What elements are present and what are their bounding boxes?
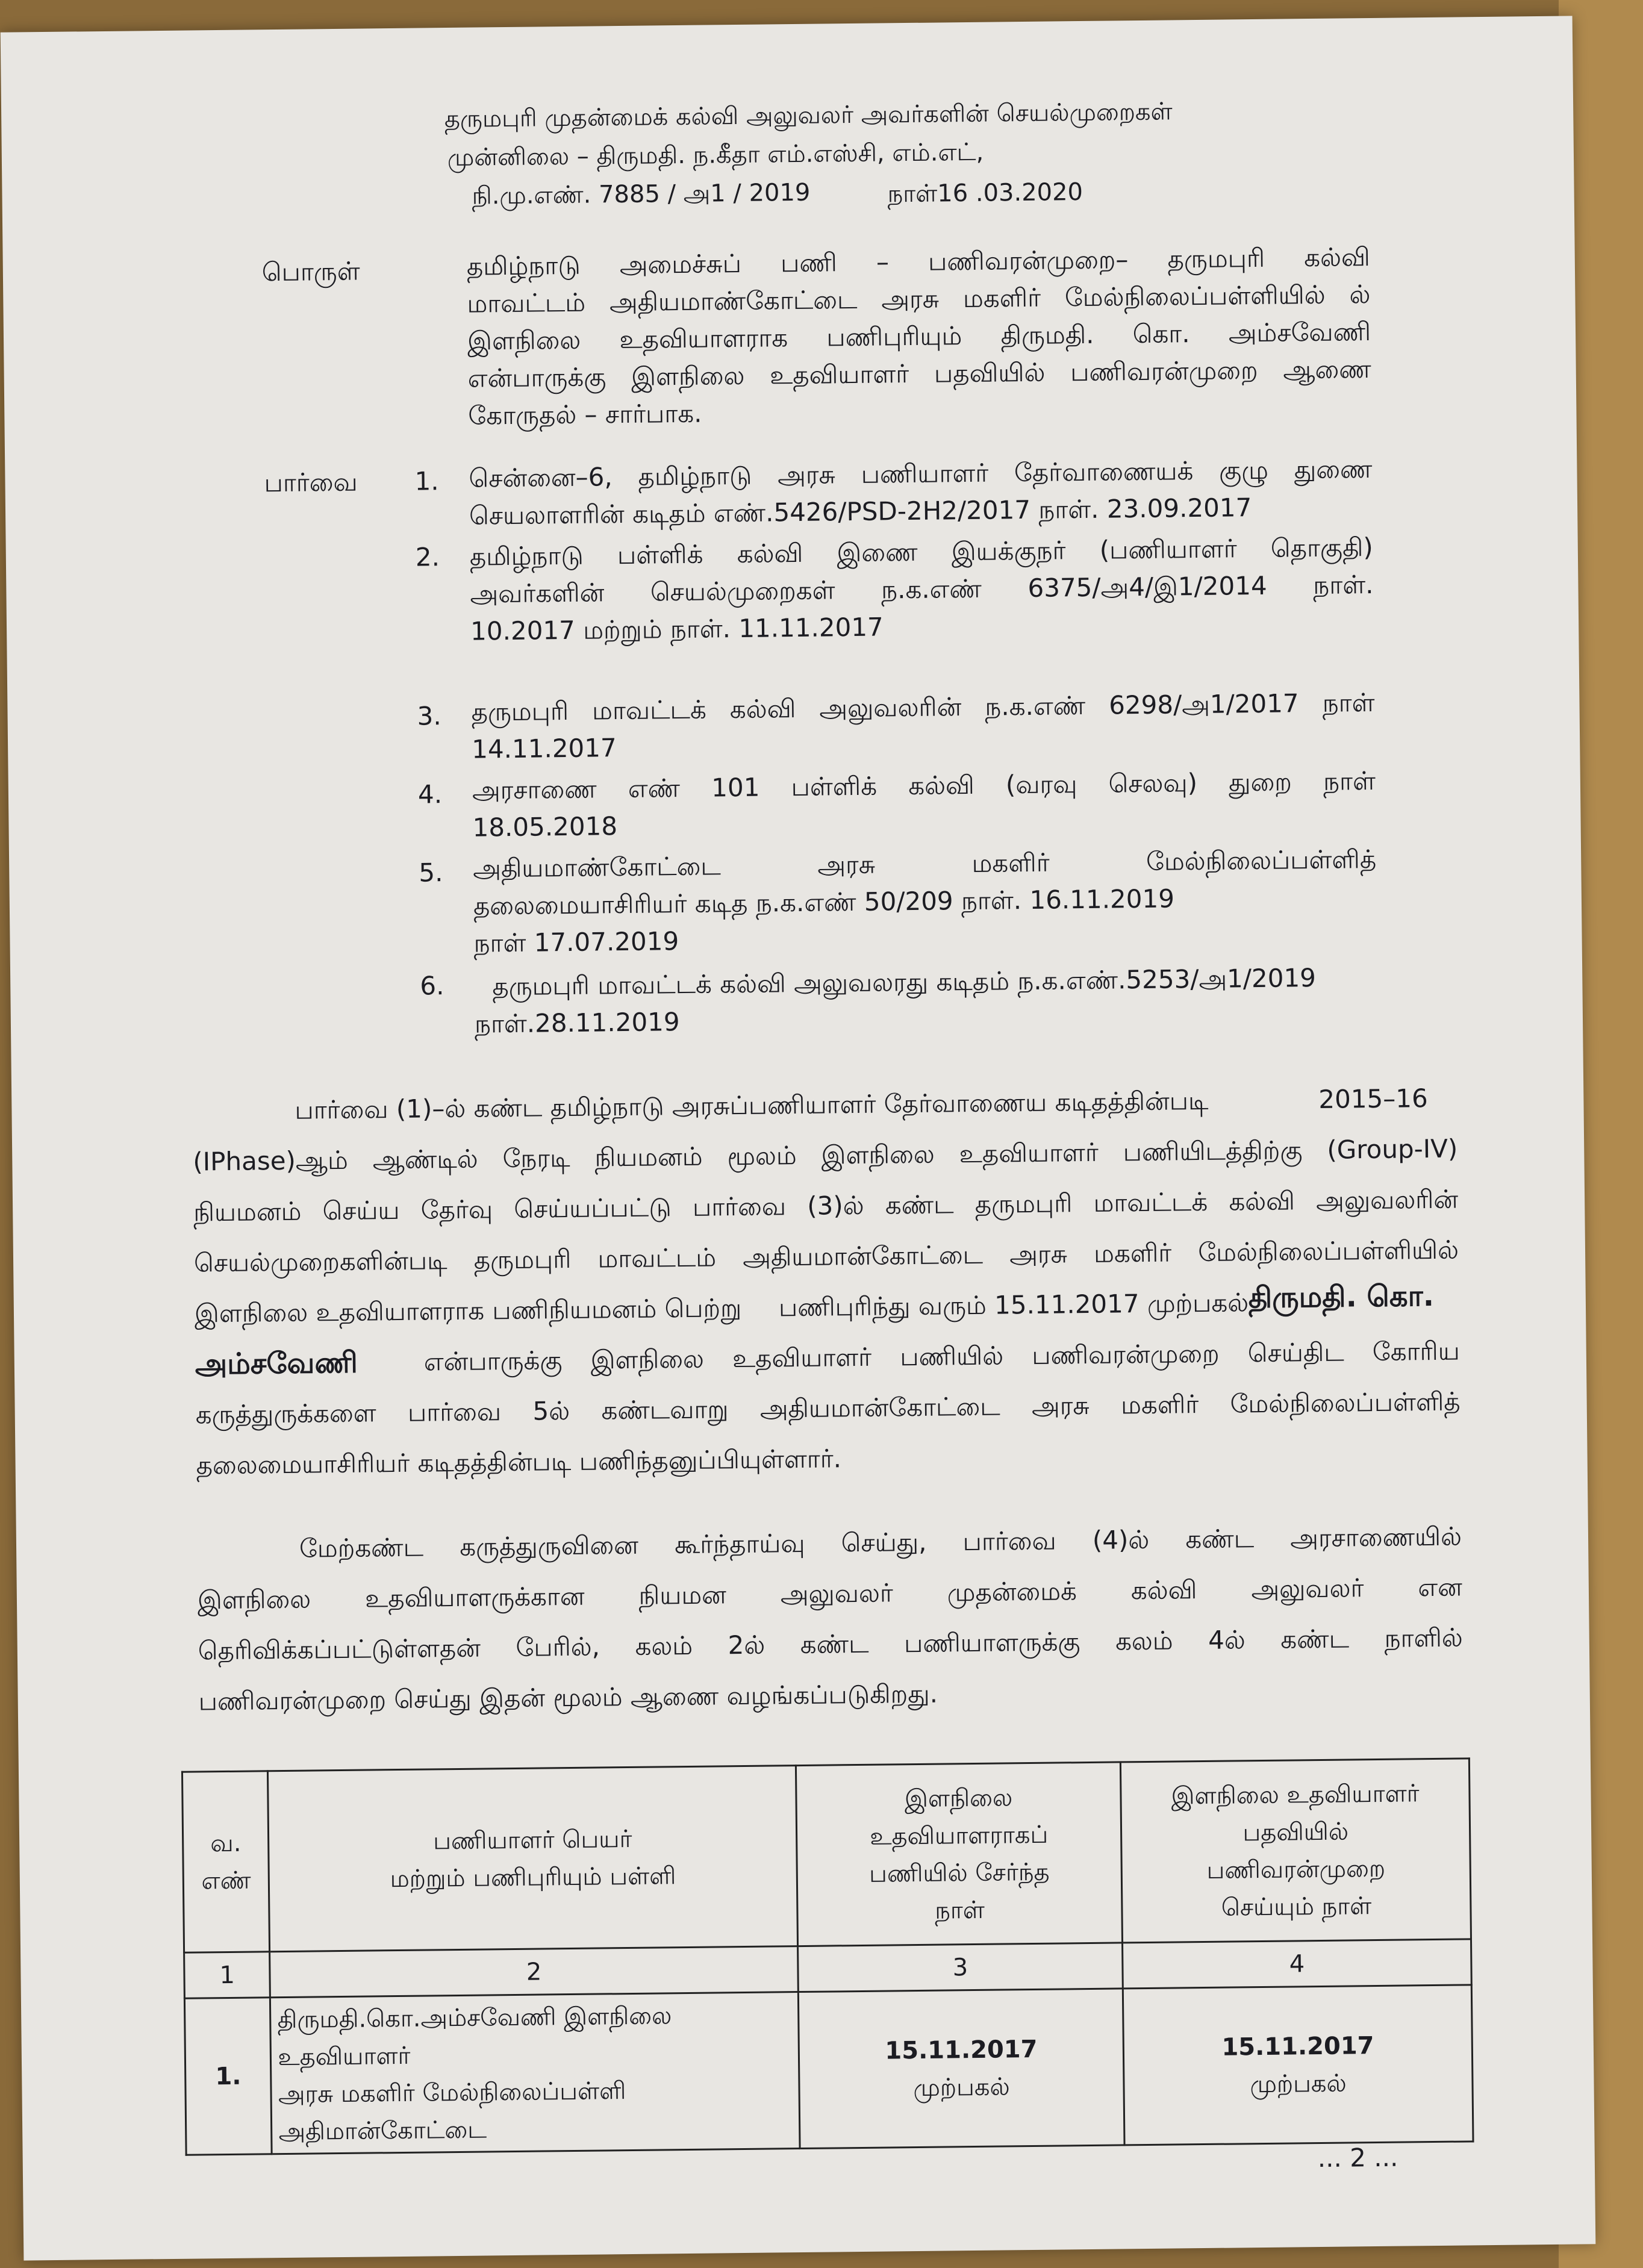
reference-line: தமிழ்நாடு பள்ளிக் கல்வி இணை இயக்குநர் (பணியாளர் தொகுதி) bbox=[469, 532, 1374, 572]
employee-title: திருமதி. கொ. bbox=[1248, 1279, 1435, 1315]
body-paragraph-1-line: செயல்முறைகளின்படி தருமபுரி மாவட்டம் அதியமான்கோட்டை அரசு மகளிர் மேல்நிலைப்பள்ளியில் bbox=[193, 1235, 1459, 1278]
header-join-date: இளநிலை உதவியாளராகப் பணியில் சேர்ந்த நாள் bbox=[796, 1762, 1122, 1946]
subject-line: இளநிலை உதவியாளராக பணிபுரியும் திருமதி. கொ. அம்சவேணி bbox=[467, 316, 1371, 356]
reference-line: தலைமையாசிரியர் கடித ந.க.எண் 50/209 நாள். 16.11.2019 bbox=[473, 883, 1175, 921]
service-start: பணிபுரிந்து வரும் 15.11.2017 முற்பகல் bbox=[778, 1288, 1249, 1322]
year-range: 2015–16 bbox=[1318, 1083, 1428, 1114]
body-paragraph-1-line: தலைமையாசிரியர் கடிதத்தின்படி பணிந்தனுப்பியுள்ளார். bbox=[196, 1444, 842, 1480]
reference-line: 10.2017 மற்றும் நாள். 11.11.2017 bbox=[470, 612, 884, 646]
column-number: 1 bbox=[184, 1952, 270, 1998]
reference-number-1: 1. bbox=[414, 466, 439, 496]
reference-number-4: 4. bbox=[417, 779, 443, 809]
reference-line: அதியமாண்கோட்டை அரசு மகளிர் மேல்நிலைப்பள்ளித் bbox=[473, 844, 1377, 883]
reference-number-3: 3. bbox=[417, 701, 441, 731]
row-regularisation-date: 15.11.2017 முற்பகல் bbox=[1123, 1985, 1473, 2145]
header-regularisation-date: இளநிலை உதவியாளர் பதவியில் பணிவரன்முறை செய்யும் நாள் bbox=[1121, 1759, 1471, 1943]
column-number: 4 bbox=[1123, 1939, 1472, 1989]
reference-line: சென்னை–6, தமிழ்நாடு அரசு பணியாளர் தேர்வாணையக் குழு துணை bbox=[469, 453, 1373, 493]
reference-line: தருமபுரி மாவட்டக் கல்வி அலுவலரின் ந.க.எண் 6298/அ1/2017 நாள் bbox=[471, 687, 1375, 727]
reference-line: நாள் 17.07.2019 bbox=[473, 926, 679, 958]
body-paragraph-1-line: (IPhase)ஆம் ஆண்டில் நேரடி நியமனம் மூலம் இளநிலை உதவியாளர் பணியிடத்திற்கு (Group-IV) bbox=[193, 1133, 1458, 1177]
references-label: பார்வை bbox=[264, 467, 358, 498]
column-number: 3 bbox=[797, 1943, 1123, 1992]
reference-number: நி.மு.எண். 7885 / அ1 / 2019 bbox=[472, 178, 811, 210]
body-paragraph-2-line: மேற்கண்ட கருத்துருவினை கூர்ந்தாய்வு செய்து, பார்வை (4)ல் கண்ட அரசாணையில் bbox=[299, 1521, 1462, 1563]
reference-number-6: 6. bbox=[420, 971, 444, 1001]
reference-line: 14.11.2017 bbox=[471, 733, 617, 764]
header-serial: வ. எண் bbox=[182, 1771, 270, 1952]
row-serial: 1. bbox=[184, 1998, 272, 2155]
row-employee: திருமதி.கொ.அம்சவேணி இளநிலை உதவியாளர் அரசு மகளிர் மேல்நிலைப்பள்ளி அதிமான்கோட்டை bbox=[270, 1992, 800, 2154]
reference-line: தருமபுரி மாவட்டக் கல்வி அலுவலரது கடிதம் ந.க.எண்.5253/அ1/2019 bbox=[492, 962, 1317, 1002]
body-paragraph-1-line: பார்வை (1)–ல் கண்ட தமிழ்நாடு அரசுப்பணியாளர் தேர்வாணைய கடிதத்தின்படி bbox=[295, 1085, 1209, 1125]
subject-line: என்பாருக்கு இளநிலை உதவியாளர் பதவியில் பணிவரன்முறை ஆணை bbox=[467, 354, 1371, 393]
reference-number-5: 5. bbox=[419, 858, 443, 888]
subject-label: பொருள் bbox=[261, 256, 360, 287]
office-title: தருமபுரி முதன்மைக் கல்வி அலுவலர் அவர்களின் செயல்முறைகள் bbox=[444, 98, 1173, 134]
body-paragraph-1-line: நியமனம் செய்ய தேர்வு செய்யப்பட்டு பார்வை (3)ல் கண்ட தருமபுரி மாவட்டக் கல்வி அலுவலரின் bbox=[193, 1184, 1459, 1227]
body-paragraph-2-line: இளநிலை உதவியாளருக்கான நியமன அலுவலர் முதன்மைக் கல்வி அலுவலர் என bbox=[197, 1572, 1463, 1615]
reference-line: நாள்.28.11.2019 bbox=[474, 1007, 680, 1039]
reference-line: செயலாளரின் கடிதம் எண்.5426/PSD-2H2/2017 நாள். 23.09.2017 bbox=[469, 493, 1252, 531]
document-page bbox=[1, 16, 1596, 2260]
regularisation-table bbox=[181, 1757, 1474, 2155]
order-date: நாள்16 .03.2020 bbox=[887, 178, 1083, 208]
subject-line: கோருதல் – சார்பாக. bbox=[468, 398, 702, 431]
body-paragraph-1-line: இளநிலை உதவியாளராக பணிநியமனம் பெற்று bbox=[194, 1292, 742, 1329]
reference-line: அரசாணை எண் 101 பள்ளிக் கல்வி (வரவு செலவு) துறை நாள் bbox=[472, 765, 1376, 805]
body-paragraph-1-line: என்பாருக்கு இளநிலை உதவியாளர் பணியில் பணிவரன்முறை செய்திட கோரிய bbox=[423, 1336, 1461, 1377]
row-join-date: 15.11.2017 முற்பகல் bbox=[798, 1989, 1124, 2149]
employee-name: அம்சவேணி bbox=[195, 1345, 358, 1382]
body-paragraph-1-line: கருத்துருக்களை பார்வை 5ல் கண்டவாறு அதியமான்கோட்டை அரசு மகளிர் மேல்நிலைப்பள்ளித் bbox=[195, 1386, 1461, 1430]
table-row bbox=[184, 1985, 1473, 2155]
column-number: 2 bbox=[270, 1946, 798, 1998]
body-paragraph-2-line: தெரிவிக்கப்பட்டுள்ளதன் பேரில், கலம் 2ல் கண்ட பணியாளருக்கு கலம் 4ல் கண்ட நாளில் bbox=[198, 1622, 1463, 1666]
header-employee: பணியாளர் பெயர் மற்றும் பணிபுரியும் பள்ளி bbox=[268, 1766, 798, 1952]
reference-line: அவர்களின் செயல்முறைகள் ந.க.எண் 6375/அ4/இ1/2014 நாள். bbox=[470, 569, 1374, 609]
body-paragraph-2-line: பணிவரன்முறை செய்து இதன் மூலம் ஆணை வழங்கப்படுகிறது. bbox=[198, 1678, 938, 1716]
subject-line: மாவட்டம் அதியமாண்கோட்டை அரசு மகளிர் மேல்நிலைப்பள்ளியில் ல் bbox=[467, 279, 1371, 319]
table-header-row bbox=[182, 1759, 1471, 1952]
subject-line: தமிழ்நாடு அமைச்சுப் பணி – பணிவரன்முறை– தருமபுரி கல்வி bbox=[466, 241, 1370, 281]
reference-line: 18.05.2018 bbox=[472, 811, 618, 843]
page-continuation: ... 2 ... bbox=[1317, 2142, 1398, 2173]
reference-number-2: 2. bbox=[415, 542, 440, 572]
presiding-officer: முன்னிலை – திருமதி. ந.கீதா எம்.எஸ்சி, எம்.எட், bbox=[447, 138, 984, 172]
